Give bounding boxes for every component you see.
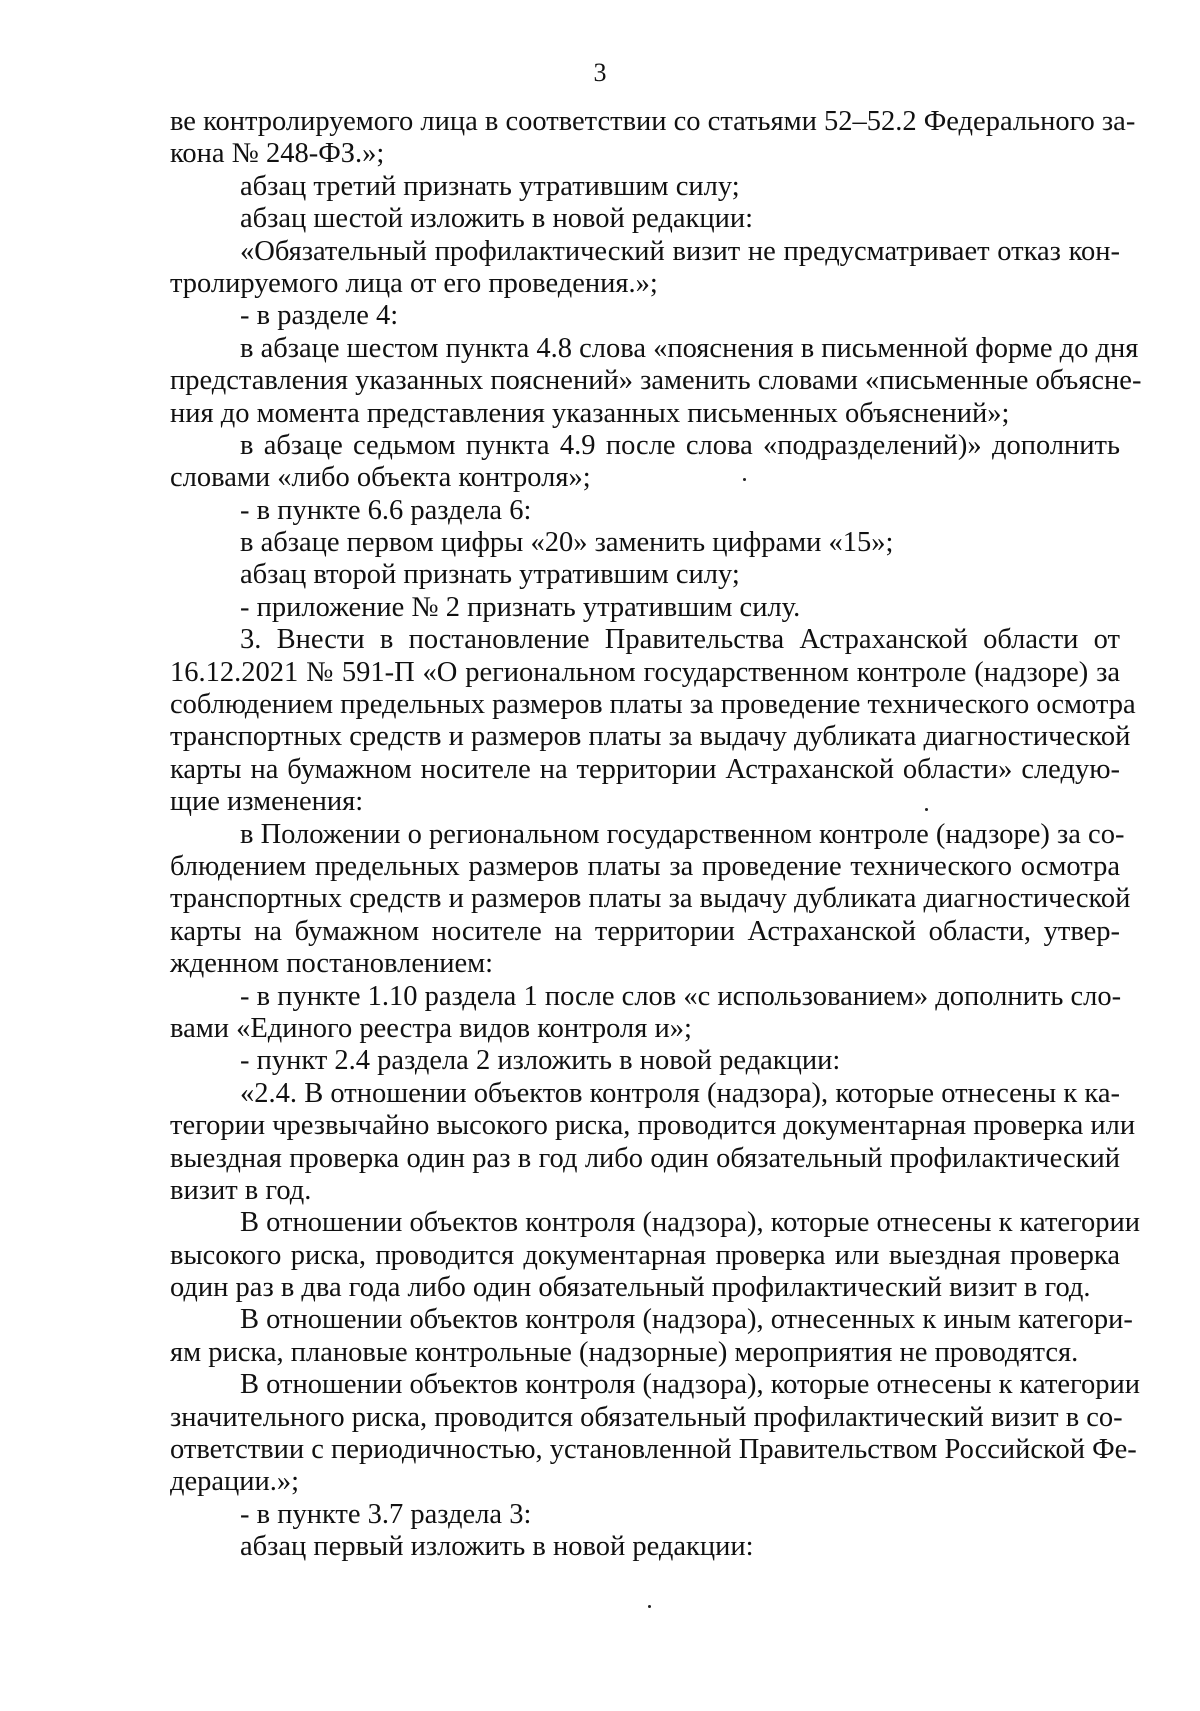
scan-speck bbox=[743, 478, 746, 481]
text-line: кона № 248-ФЗ.»; bbox=[170, 138, 385, 170]
text-line: жденном постановлением: bbox=[170, 948, 494, 980]
text-line: в абзаце первом цифры «20» заменить цифрами «15»; bbox=[240, 527, 894, 559]
text-line: представления указанных пояснений» заменить словами «письменные объясне- bbox=[170, 365, 1142, 397]
text-line: словами «либо объекта контроля»; bbox=[170, 462, 591, 494]
text-line: - в пункте 3.7 раздела 3: bbox=[240, 1498, 532, 1530]
text-line: ве контролируемого лица в соответствии со статьями 52–52.2 Федерального за- bbox=[170, 106, 1136, 137]
text-line: в абзаце шестом пункта 4.8 слова «пояснения в письменной форме до дня bbox=[240, 332, 1139, 364]
text-line: в абзаце седьмом пункта 4.9 после слова «подразделений)» дополнить bbox=[240, 429, 1120, 461]
text-line: тролируемого лица от его проведения.»; bbox=[170, 267, 658, 299]
text-line: «Обязательный профилактический визит не предусматривает отказ кон- bbox=[240, 235, 1120, 267]
text-line: ответствии с периодичностью, установленной Правительством Российской Фе- bbox=[170, 1434, 1137, 1466]
text-line: вами «Единого реестра видов контроля и»; bbox=[170, 1012, 692, 1044]
text-line: высокого риска, проводится документарная проверка или выездная проверка bbox=[170, 1239, 1120, 1271]
text-line: блюдением предельных размеров платы за проведение технического осмотра bbox=[170, 850, 1120, 882]
text-line: один раз в два года либо один обязательный профилактический визит в год. bbox=[170, 1272, 1091, 1304]
text-line: в Положении о региональном государственном контроле (надзоре) за со- bbox=[240, 818, 1125, 850]
text-line: ям риска, плановые контрольные (надзорные) мероприятия не проводятся. bbox=[170, 1336, 1079, 1368]
page-number: 3 bbox=[593, 58, 607, 87]
text-line: карты на бумажном носителе на территории Астраханской области, утвер- bbox=[170, 915, 1120, 947]
scan-speck bbox=[925, 808, 928, 811]
text-line: транспортных средств и размеров платы за выдачу дубликата диагностической bbox=[170, 883, 1131, 915]
text-line: - пункт 2.4 раздела 2 изложить в новой редакции: bbox=[240, 1045, 841, 1077]
text-line: соблюдением предельных размеров платы за проведение технического осмотра bbox=[170, 689, 1136, 721]
text-line: абзац третий признать утратившим силу; bbox=[240, 170, 740, 202]
text-line: - приложение № 2 признать утратившим силу. bbox=[240, 591, 801, 623]
text-line: транспортных средств и размеров платы за выдачу дубликата диагностической bbox=[170, 721, 1131, 753]
text-line: значительного риска, проводится обязательный профилактический визит в со- bbox=[170, 1401, 1123, 1433]
text-line: - в пункте 1.10 раздела 1 после слов «с использованием» дополнить сло- bbox=[240, 980, 1122, 1012]
text-line: - в разделе 4: bbox=[240, 300, 399, 332]
text-line: дерации.»; bbox=[170, 1466, 300, 1498]
text-line: 3. Внести в постановление Правительства Астраханской области от bbox=[240, 624, 1120, 656]
text-line: - в пункте 6.6 раздела 6: bbox=[240, 494, 532, 526]
text-line: абзац первый изложить в новой редакции: bbox=[240, 1531, 754, 1563]
text-line: В отношении объектов контроля (надзора), которые отнесены к категории bbox=[240, 1369, 1141, 1401]
text-line: выездная проверка один раз в год либо один обязательный профилактический bbox=[170, 1142, 1120, 1174]
text-line: абзац второй признать утратившим силу; bbox=[240, 559, 740, 591]
text-line: В отношении объектов контроля (надзора), отнесенных к иным категори- bbox=[240, 1304, 1133, 1336]
text-line: ния до момента представления указанных письменных объяснений»; bbox=[170, 397, 1010, 429]
scan-speck bbox=[648, 1605, 651, 1608]
text-line: визит в год. bbox=[170, 1174, 312, 1206]
text-line: «2.4. В отношении объектов контроля (надзора), которые отнесены к ка- bbox=[240, 1077, 1120, 1109]
text-line: В отношении объектов контроля (надзора), которые отнесены к категории bbox=[240, 1207, 1141, 1239]
document-body bbox=[170, 106, 1142, 1564]
text-line: абзац шестой изложить в новой редакции: bbox=[240, 203, 754, 235]
text-line: 16.12.2021 № 591-П «О региональном государственном контроле (надзоре) за bbox=[170, 656, 1120, 688]
text-line: щие изменения: bbox=[170, 786, 364, 818]
text-line: карты на бумажном носителе на территории Астраханской области» следую- bbox=[170, 753, 1120, 785]
text-line: тегории чрезвычайно высокого риска, проводится документарная проверка или bbox=[170, 1110, 1136, 1142]
